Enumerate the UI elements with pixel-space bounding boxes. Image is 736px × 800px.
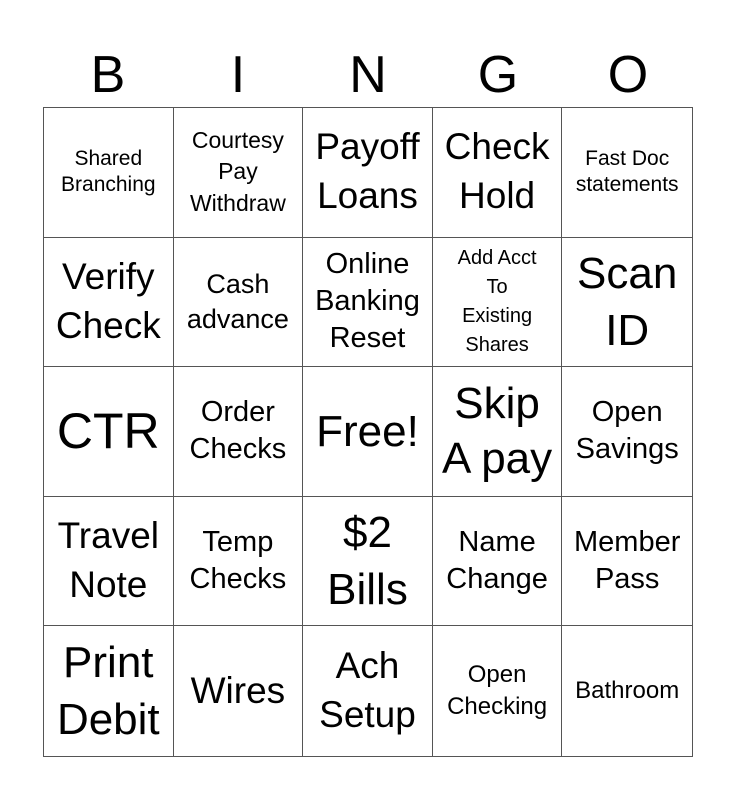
bingo-cell[interactable] [562, 238, 692, 368]
cell-label: Online Banking Reset [315, 248, 420, 355]
cell-label: Travel Note [57, 515, 160, 606]
bingo-board [43, 107, 693, 757]
cell-label: Payoff Loans [315, 126, 420, 217]
bingo-cell[interactable] [174, 367, 304, 497]
bingo-cell[interactable] [174, 108, 304, 238]
cell-label: Print Debit [56, 638, 160, 745]
cell-label: Wires [190, 669, 286, 711]
bingo-cell[interactable] [433, 108, 563, 238]
bingo-cell[interactable] [562, 108, 692, 238]
cell-label: Skip A pay [442, 378, 553, 484]
bingo-cell[interactable] [303, 497, 433, 627]
cell-label: Temp Checks [189, 525, 287, 596]
cell-label: Ach Setup [319, 645, 416, 736]
cell-label: Order Checks [189, 396, 287, 466]
header-letter-b: B [90, 46, 126, 104]
bingo-cell[interactable] [44, 626, 174, 756]
bingo-cell[interactable] [44, 238, 174, 368]
cell-label: Scan ID [577, 248, 678, 355]
bingo-header [43, 40, 693, 108]
bingo-cell[interactable] [562, 497, 692, 627]
bingo-cell[interactable] [303, 367, 433, 497]
header-letter-i: I [230, 46, 246, 104]
bingo-cell[interactable] [303, 108, 433, 238]
bingo-cell[interactable] [303, 626, 433, 756]
cell-label: Shared Branching [61, 146, 156, 197]
cell-label: Check Hold [444, 126, 550, 217]
cell-label: Name Change [446, 525, 548, 596]
cell-label: $2 Bills [327, 507, 408, 615]
bingo-cell[interactable] [174, 626, 304, 756]
header-letter-n: N [349, 46, 387, 104]
cell-label: CTR [56, 403, 160, 460]
bingo-cell[interactable] [303, 238, 433, 368]
bingo-cell[interactable] [433, 626, 563, 756]
bingo-cell[interactable] [44, 108, 174, 238]
cell-label: Free! [316, 406, 419, 456]
bingo-cell[interactable] [562, 626, 692, 756]
bingo-cell[interactable] [44, 497, 174, 627]
cell-label: Bathroom [575, 677, 680, 704]
cell-label: Add Acct To Existing Shares [457, 246, 537, 356]
cell-label: Fast Doc statements [575, 146, 679, 197]
cell-label: Member Pass [574, 525, 681, 596]
cell-label: Open Savings [575, 396, 679, 466]
bingo-cell[interactable] [433, 367, 563, 497]
cell-label: Verify Check [55, 256, 161, 346]
cell-label: Open Checking [447, 660, 548, 721]
cell-label: Courtesy Pay Withdraw [189, 126, 286, 217]
bingo-cell[interactable] [562, 367, 692, 497]
bingo-cell[interactable] [174, 238, 304, 368]
bingo-cell[interactable] [433, 238, 563, 368]
bingo-cell[interactable] [44, 367, 174, 497]
bingo-cell[interactable] [433, 497, 563, 627]
bingo-cell[interactable] [174, 497, 304, 627]
header-letter-o: O [607, 46, 649, 104]
cell-label: Cash advance [186, 269, 289, 334]
header-letter-g: G [477, 46, 519, 104]
